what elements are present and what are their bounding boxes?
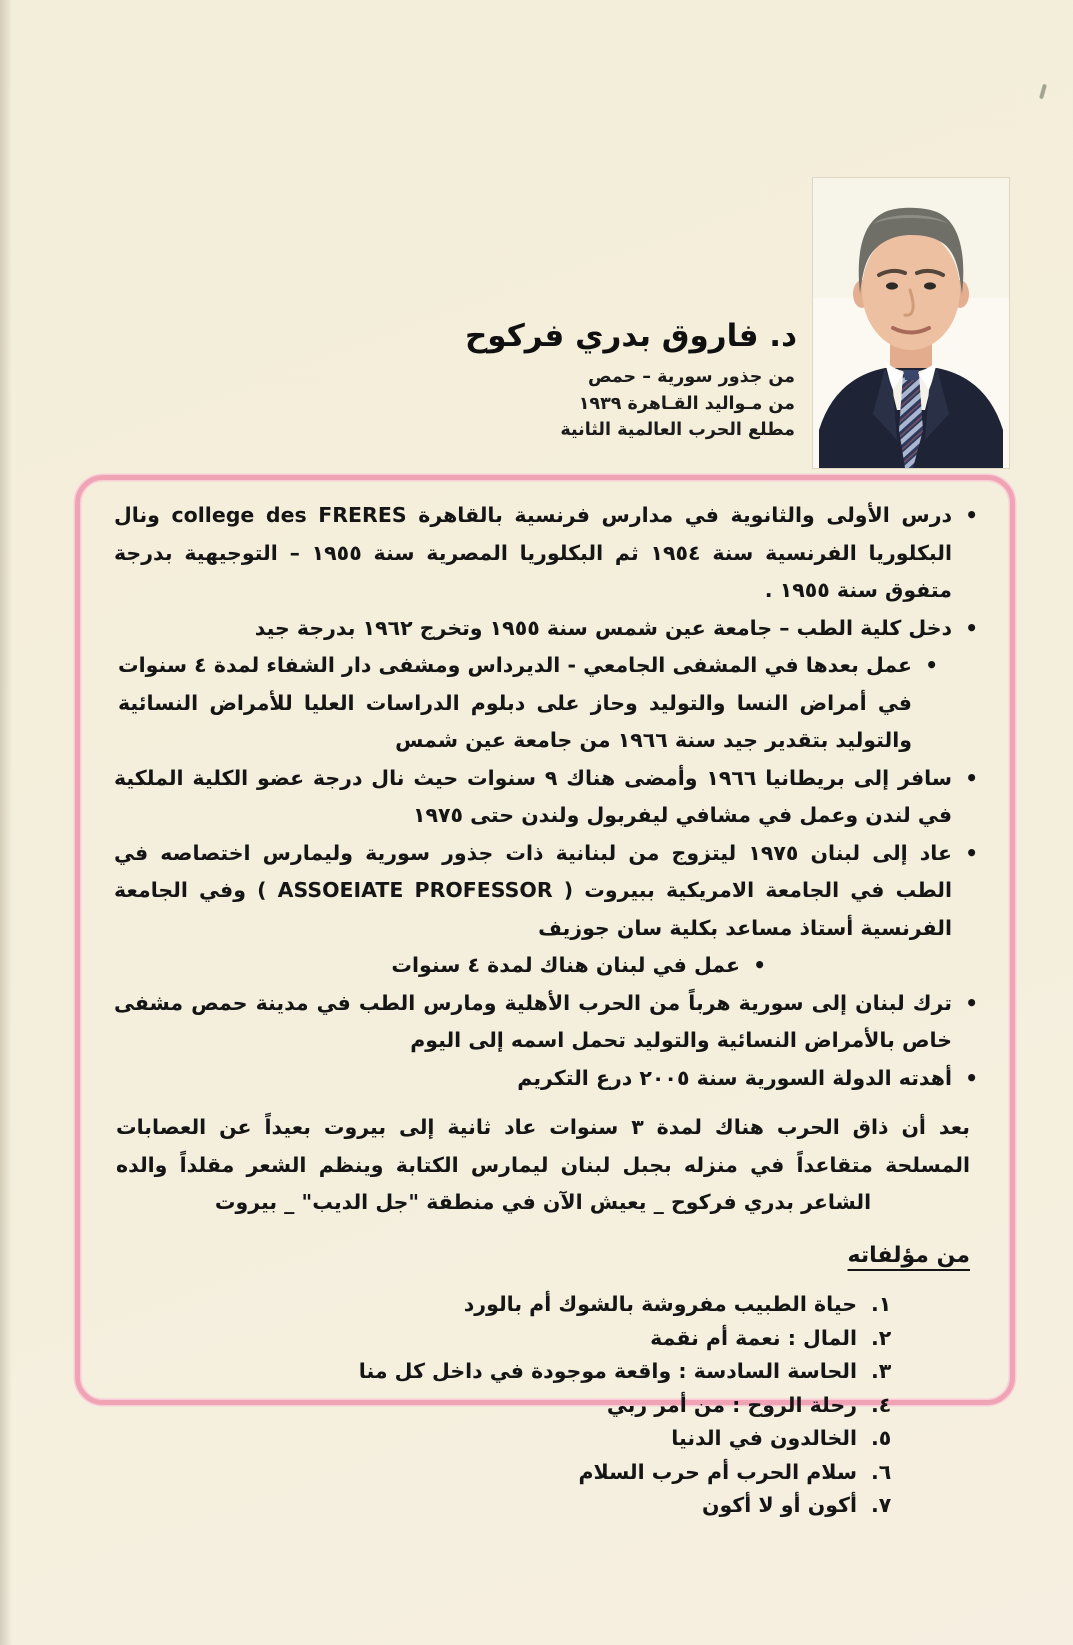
biography-box <box>75 475 1015 1517</box>
biography-bullet-list <box>108 497 982 1097</box>
bullet-icon: • <box>965 503 978 527</box>
biography-bullet-item <box>108 947 770 985</box>
bullet-icon: • <box>925 653 938 677</box>
work-number: ٢. <box>871 1325 892 1350</box>
work-number: ٤. <box>871 1392 892 1417</box>
header-name-block <box>465 318 797 444</box>
work-number: ٧. <box>871 1493 892 1517</box>
work-title: حياة الطبيب مفروشة بالشوك أم بالورد <box>463 1292 857 1316</box>
bullet-text: عمل بعدها في المشفى الجامعي - الديرداس ومشفى دار الشفاء لمدة ٤ سنوات في أمراض النسا والتوليد وحاز على دبلوم الدراسات العليا للأمراض النسائية والتوليد بتقدير جيد سنة ١٩٦٦ من جامعة عين شمس <box>118 653 912 752</box>
work-title: المال : نعمة أم نقمة <box>650 1325 857 1350</box>
bullet-icon: • <box>965 840 978 865</box>
portrait-photo <box>813 178 1009 468</box>
work-item <box>108 1456 897 1490</box>
works-list <box>108 1288 897 1523</box>
detail-origin: من جذور سورية – حمص <box>587 367 795 387</box>
biography-bullet-item <box>114 760 982 835</box>
work-title: سلام الحرب أم حرب السلام <box>578 1459 857 1484</box>
biography-bullet-item <box>114 835 982 948</box>
work-item <box>108 1389 897 1423</box>
work-title: أكون أو لا أكون <box>701 1493 857 1517</box>
detail-era: مطلع الحرب العالمية الثانية <box>560 420 795 440</box>
biography-bullet-item <box>114 497 982 610</box>
bullet-icon: • <box>965 1065 978 1090</box>
bullet-icon: • <box>965 990 978 1015</box>
bullet-icon: • <box>753 953 766 977</box>
work-number: ٥. <box>871 1426 892 1450</box>
work-number: ١. <box>871 1292 892 1316</box>
work-item <box>108 1355 897 1389</box>
work-number: ٣. <box>871 1359 892 1383</box>
bullet-text: سافر إلى بريطانيا ١٩٦٦ وأمضى هناك ٩ سنوات حيث نال درجة عضو الكلية الملكية في لندن وعمل في مشافي ليفربول ولندن حتى ١٩٧٥ <box>114 765 952 827</box>
works-heading: من مؤلفاته <box>847 1242 970 1268</box>
biography-bullet-item <box>114 610 982 648</box>
detail-birth: من مـواليد القـاهرة ١٩٣٩ <box>578 393 795 414</box>
biography-bullet-item <box>118 647 942 760</box>
work-title: رحلة الروح : من أمر ربي <box>606 1392 857 1417</box>
bullet-text: أهدته الدولة السورية سنة ٢٠٠٥ درع التكريم <box>517 1065 952 1090</box>
work-item <box>108 1322 897 1356</box>
person-name: د. فاروق بدري فركوح <box>464 318 797 354</box>
work-item <box>108 1288 897 1322</box>
bullet-text: عاد إلى لبنان ١٩٧٥ ليتزوج من لبنانية ذات جذور سورية وليمارس اختصاصه في الطب في الجامعة الامريكية ببيروت ( ASSOEIATE PROFESSOR ) وفي الجامعة الفرنسية أستاذ مساعد بكلية سان جوزيف <box>114 840 953 940</box>
bullet-icon: • <box>965 615 978 640</box>
work-item <box>108 1422 897 1456</box>
person-details <box>465 364 797 444</box>
work-item <box>108 1489 897 1523</box>
portrait-man-illustration <box>813 178 1009 468</box>
biography-bullet-item <box>114 985 982 1060</box>
pen-mark <box>1039 84 1047 100</box>
bullet-icon: • <box>965 765 978 790</box>
bullet-text: ترك لبنان إلى سورية هرباً من الحرب الأهلية ومارس الطب في مدينة حمص مشفى خاص بالأمراض النسائية والتوليد تحمل اسمه إلى اليوم <box>114 990 952 1052</box>
work-title: الحاسة السادسة : واقعة موجودة في داخل كل منا <box>358 1359 857 1383</box>
biography-paragraph: بعد أن ذاق الحرب هناك لمدة ٣ سنوات عاد ثانية إلى بيروت بعيداً عن العصابات المسلحة متقاعداً في منزله بجبل لبنان ليمارس الكتابة وينظم الشعر مقلداً والده الشاعر بدري فركوح _ يعيش الآن في منطقة "جل الديب" _ بيروت <box>116 1115 970 1214</box>
bullet-text: درس الأولى والثانوية في مدارس فرنسية بالقاهرة college des FRERES ونال البكلوريا الفرنسية سنة ١٩٥٤ ثم البكلوريا المصرية سنة ١٩٥٥ – التوجيهية بدرجة متفوق سنة ١٩٥٥ . <box>114 503 953 602</box>
work-title: الخالدون في الدنيا <box>671 1426 857 1450</box>
work-number: ٦. <box>871 1459 892 1484</box>
bullet-text: دخل كلية الطب – جامعة عين شمس سنة ١٩٥٥ وتخرج ١٩٦٢ بدرجة جيد <box>254 615 952 640</box>
biography-bullet-item <box>114 1060 982 1098</box>
bullet-text: عمل في لبنان هناك لمدة ٤ سنوات <box>391 953 740 977</box>
